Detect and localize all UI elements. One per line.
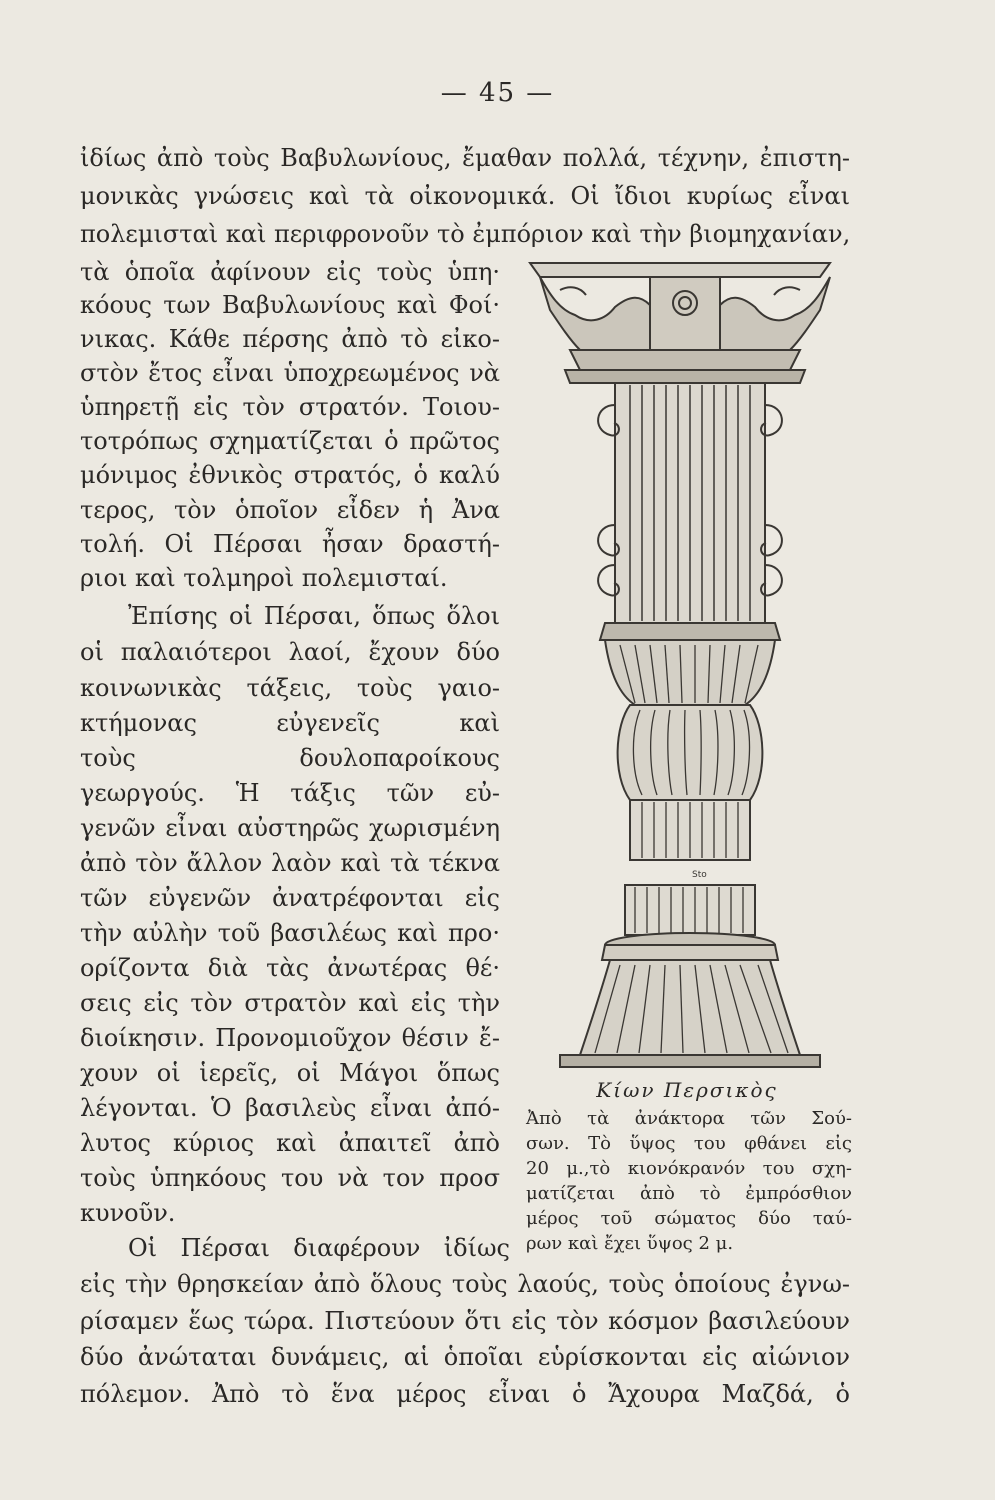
figure-mark: Sto — [692, 870, 707, 880]
page-number: — 45 — — [440, 78, 555, 108]
text-line: ἀπὸ τὸν ἄλλον λαὸν καὶ τὰ τέκνα — [80, 849, 500, 877]
text-line: λέγονται. Ὁ βασιλεὺς εἶναι ἀπό- — [80, 1094, 500, 1122]
text-line: κόους των Βαβυλωνίους καὶ Φοί· — [80, 291, 500, 319]
figure-caption-line: Ἀπὸ τὰ ἀνάκτορα τῶν Σού- — [526, 1108, 852, 1129]
text-line: κτήμονας εὐγενεῖς καὶ — [80, 709, 500, 737]
text-line: ἰδίως ἀπὸ τοὺς Βαβυλωνίους, ἔμαθαν πολλά, τέχνην, ἐπιστη- — [80, 144, 850, 172]
text-line: τὴν αὐλὴν τοῦ βασιλέως καὶ προ· — [80, 919, 500, 947]
text-line: τοτρόπως σχηματίζεται ὁ πρῶτος — [80, 427, 500, 455]
text-line: τοὺς δουλοπαροίκους — [80, 744, 500, 772]
figure-caption-title: Κίων Περσικὸς — [596, 1078, 778, 1102]
text-line: διοίκησιν. Προνομιοῦχον θέσιν ἔ- — [80, 1024, 500, 1052]
text-line: τολή. Οἱ Πέρσαι ἦσαν δραστή- — [80, 530, 500, 558]
figure-caption-line: μέρος τοῦ σώματος δύο ταύ- — [526, 1208, 852, 1229]
text-line: πόλεμον. Ἀπὸ τὸ ἕνα μέρος εἶναι ὁ Ἄχουρα Μαζδά, ὁ — [80, 1380, 850, 1408]
text-line: Οἱ Πέρσαι διαφέρουν ἰδίως — [128, 1234, 510, 1262]
text-line: οἱ παλαιότεροι λαοί, ἔχουν δύο — [80, 638, 500, 666]
figure-caption-line: σων. Τὸ ὕψος του φθάνει εἰς — [526, 1133, 852, 1154]
text-line: στὸν ἔτος εἶναι ὑποχρεωμένος νὰ — [80, 359, 500, 387]
text-line: τοὺς ὑπηκόους του νὰ τον προσ — [80, 1164, 500, 1192]
text-line: νικας. Κάθε πέρσης ἀπὸ τὸ εἰκο- — [80, 325, 500, 353]
text-line: γενῶν εἶναι αὐστηρῶς χωρισμένη — [80, 814, 500, 842]
text-line: κυνοῦν. — [80, 1199, 176, 1227]
text-line: σεις εἰς τὸν στρατὸν καὶ εἰς τὴν — [80, 989, 500, 1017]
text-line: γεωργούς. Ἡ τάξις τῶν εὐ- — [80, 779, 500, 807]
text-line: λυτος κύριος καὶ ἀπαιτεῖ ἀπὸ — [80, 1129, 500, 1157]
text-line: Ἐπίσης οἱ Πέρσαι, ὅπως ὅλοι — [128, 602, 500, 630]
text-line: μόνιμος ἐθνικὸς στρατός, ὁ καλύ — [80, 461, 500, 489]
figure-caption-line: ματίζεται ἀπὸ τὸ ἐμπρόσθιον — [526, 1183, 852, 1204]
text-line: δύο ἀνώταται δυνάμεις, αἱ ὁποῖαι εὑρίσκονται εἰς αἰώνιον — [80, 1343, 850, 1371]
text-line: ρίσαμεν ἕως τώρα. Πιστεύουν ὅτι εἰς τὸν κόσμον βασιλεύουν — [80, 1307, 850, 1335]
text-line: πολεμισταὶ καὶ περιφρονοῦν τὸ ἐμπόριον καὶ τὴν βιομηχανίαν, — [80, 220, 851, 248]
text-line: ορίζοντα διὰ τὰς ἀνωτέρας θέ· — [80, 954, 500, 982]
text-line: τερος, τὸν ὁποῖον εἶδεν ἡ Ἀνα — [80, 496, 500, 524]
figure-caption-line: ρων καὶ ἔχει ὕψος 2 μ. — [526, 1233, 734, 1254]
text-line: κοινωνικὰς τάξεις, τοὺς γαιο- — [80, 674, 500, 702]
text-line: ὑπηρετῇ εἰς τὸν στρατόν. Τοιου- — [80, 393, 500, 421]
text-line: μονικὰς γνώσεις καὶ τὰ οἰκονομικά. Οἱ ἴδιοι κυρίως εἶναι — [80, 182, 850, 210]
persian-column-illustration — [520, 255, 860, 1085]
text-line: τῶν εὐγενῶν ἀνατρέφονται εἰς — [80, 884, 500, 912]
figure-caption-line: 20 μ.,τὸ κιονόκρανόν του σχη- — [526, 1158, 852, 1179]
text-line: ριοι καὶ τολμηροὶ πολεμισταί. — [80, 564, 448, 592]
text-line: εἰς τὴν θρησκείαν ἀπὸ ὅλους τοὺς λαούς, τοὺς ὁποίους ἐγνω- — [80, 1270, 850, 1298]
text-line: χουν οἱ ἱερεῖς, οἱ Μάγοι ὅπως — [80, 1059, 500, 1087]
text-line: τὰ ὁποῖα ἀφίνουν εἰς τοὺς ὑπη· — [80, 258, 500, 286]
